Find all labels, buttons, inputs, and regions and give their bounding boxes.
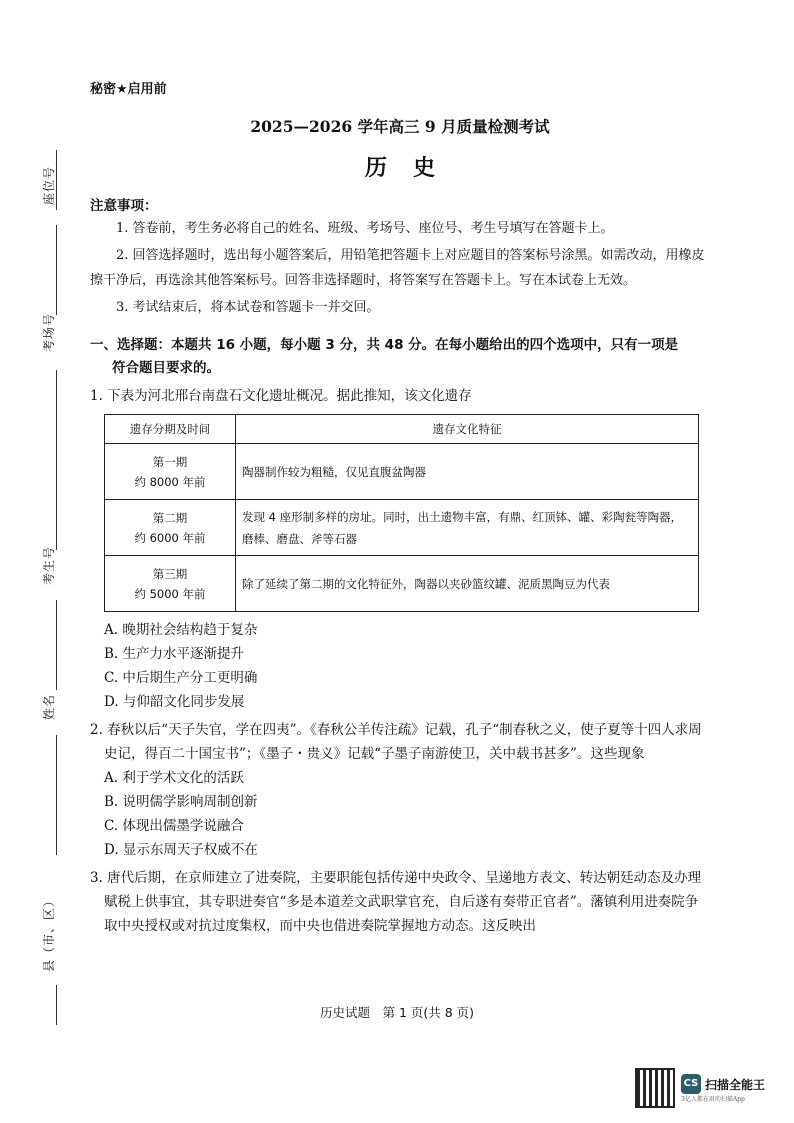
option-a: A. 晚期社会结构趋于复杂 [104, 622, 258, 638]
name-label: 姓名 [42, 693, 56, 720]
table-row [105, 500, 699, 556]
option-b: B. 说明儒学影响周制创新 [104, 794, 258, 810]
question-2-options [90, 766, 710, 862]
exam-room-line [56, 370, 57, 550]
table-row [105, 556, 699, 612]
section-heading-line2: 符合题目要求的。 [112, 360, 220, 376]
notice-item: 3. 考试结束后，将本试卷和答题卡一并交回。 [116, 300, 380, 315]
table-header-period: 遗存分期及时间 [105, 415, 236, 444]
name-line [56, 735, 57, 855]
notice-heading: 注意事项： [90, 198, 158, 214]
question-1-stem: 1. 下表为河北邢台南盘石文化遗址概况。据此推知，该文化遗存 [90, 388, 472, 404]
question-1-options [90, 618, 710, 714]
section-heading [90, 334, 710, 380]
notice-item: 2. 回答选择题时，选出每小题答案后，用铅笔把答题卡上对应题目的答案标号涂黑。如需改动，用橡皮擦干净后，再选涂其他答案标号。回答非选择题时，将答案写在答题卡上。写在本试卷上无效。 [90, 248, 705, 288]
camscanner-logo-icon: CS [681, 1074, 701, 1094]
table-cell-feature: 陶器制作较为粗糙，仅见直腹盆陶器 [236, 444, 699, 500]
option-d: D. 与仰韶文化同步发展 [104, 694, 245, 710]
scanner-watermark [635, 1068, 765, 1108]
notice-item: 1. 答卷前，考生务必将自己的姓名、班级、考场号、座位号、考生号填写在答题卡上。 [116, 221, 614, 236]
question-2-stem: 2. 春秋以后“天子失官，学在四夷”。《春秋公羊传注疏》记载，孔子“制春秋之义，使子夏等十四人求周史记，得百二十国宝书”；《墨子・贵义》记载“子墨子南游使卫，关中载书甚多”。这些现象 [90, 722, 702, 762]
table-cell-period: 第三期 约 5000 年前 [105, 556, 236, 612]
option-b: B. 生产力水平逐渐提升 [104, 646, 245, 662]
seat-number-line [56, 225, 57, 315]
table-header-feature: 遗存文化特征 [236, 415, 699, 444]
table-row [105, 444, 699, 500]
table-cell-feature: 除了延续了第二期的文化特征外，陶器以夹砂篮纹罐、泥质黑陶豆为代表 [236, 556, 699, 612]
table-cell-period: 第二期 约 6000 年前 [105, 500, 236, 556]
page-footer: 历史试题 第 1 页(共 8 页) [319, 1005, 475, 1020]
exam-page [90, 78, 710, 938]
camscanner-tagline: 3亿人都在用的扫描App [681, 1095, 745, 1103]
option-d: D. 显示东周天子权威不在 [104, 842, 258, 858]
exam-room-label: 考场号 [42, 312, 56, 352]
table-cell-feature: 发现 4 座形制多样的房址。同时，出土遗物丰富，有鼎、红顶钵、罐、彩陶瓮等陶器，磨棒、磨盘、斧等石器 [236, 500, 699, 556]
section-heading-line1: 一、选择题：本题共 16 小题，每小题 3 分，共 48 分。在每小题给出的四个选项中，只有一项是 [90, 337, 679, 353]
confidential-mark: 秘密★启用前 [90, 82, 167, 97]
seat-number-label: 座位号 [42, 165, 56, 205]
option-a: A. 利于学术文化的活跃 [104, 770, 244, 786]
candidate-number-label: 考生号 [42, 545, 56, 585]
camscanner-name: 扫描全能王 [705, 1078, 766, 1092]
county-label: 县（市、区） [42, 893, 56, 972]
option-c: C. 中后期生产分工更明确 [104, 670, 258, 686]
exam-title: 2025—2026 学年高三 9 月质量检测考试 [250, 117, 550, 136]
table-cell-period: 第一期 约 8000 年前 [105, 444, 236, 500]
qr-code-icon [635, 1068, 675, 1108]
question-1-table [104, 414, 699, 612]
option-c: C. 体现出儒墨学说融合 [104, 818, 244, 834]
candidate-number-line [56, 600, 57, 690]
subject-title: 历史 [364, 155, 461, 181]
table-header-row [105, 415, 699, 444]
question-3-stem: 3. 唐代后期，在京师建立了进奏院，主要职能包括传递中央政令、呈递地方表文、转达朝廷动态及办理赋税上供事宜，其专职进奏官“多是本道差文武职掌官充，自后遂有奏带正官者”。藩镇利用进奏院争取中央授权或对抗过度集权，而中央也借进奏院掌握地方动态。这反映出 [90, 870, 702, 934]
